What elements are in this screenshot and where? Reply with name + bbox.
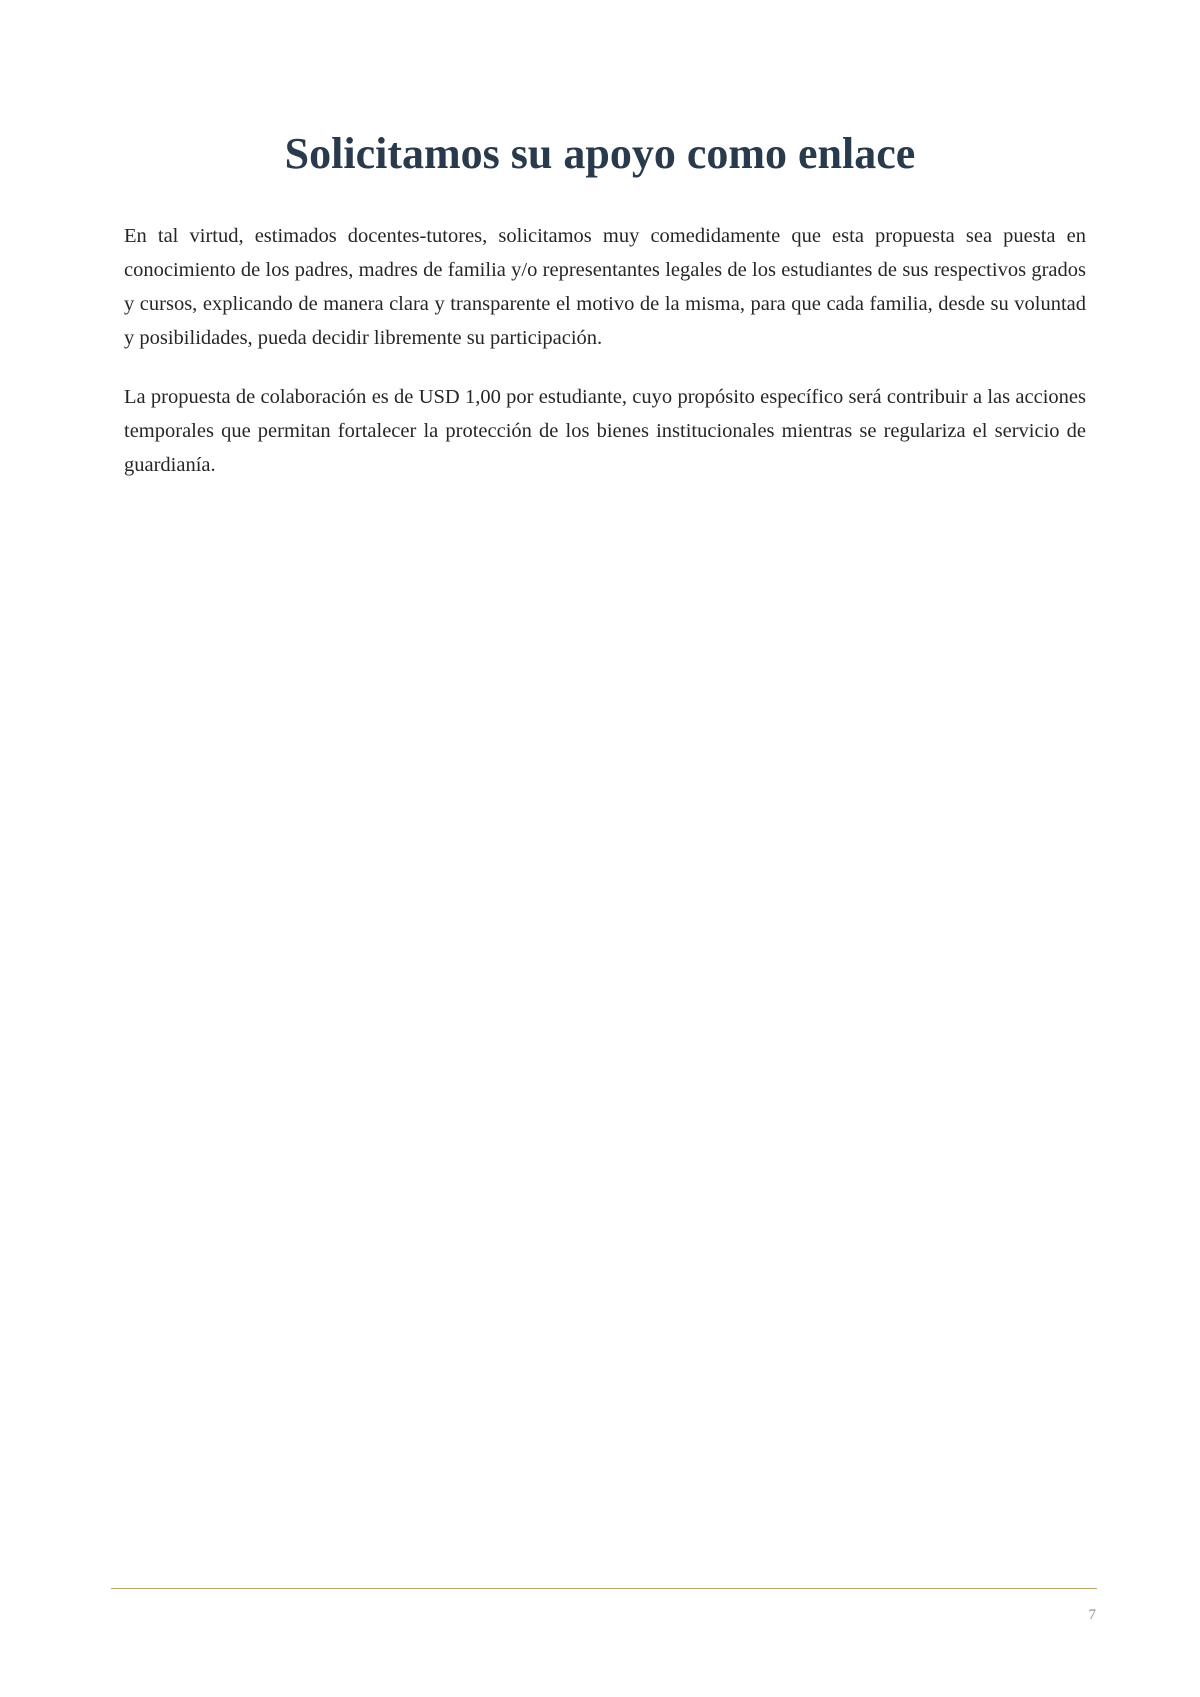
page-number: 7 (1088, 1607, 1096, 1623)
paragraph-intro: En tal virtud, estimados docentes-tutores, solicitamos muy comedidamente que esta propuesta sea puesta en conocimiento de los padres, madres de familia y/o representantes legales de los estudiantes de sus respectivos grados y cursos, explicando de manera clara y transparente el motivo de la misma, para que cada familia, desde su voluntad y posibilidades, pueda decidir libremente su participación. (124, 225, 1086, 349)
footer-divider (111, 1588, 1097, 1589)
page-title: Solicitamos su apoyo como enlace (284, 129, 916, 178)
paragraph-proposal: La propuesta de colaboración es de USD 1,00 por estudiante, cuyo propósito específico será contribuir a las acciones temporales que permitan fortalecer la protección de los bienes institucionales mientras se regulariza el servicio de guardianía. (124, 386, 1086, 476)
body-content (124, 219, 1086, 507)
